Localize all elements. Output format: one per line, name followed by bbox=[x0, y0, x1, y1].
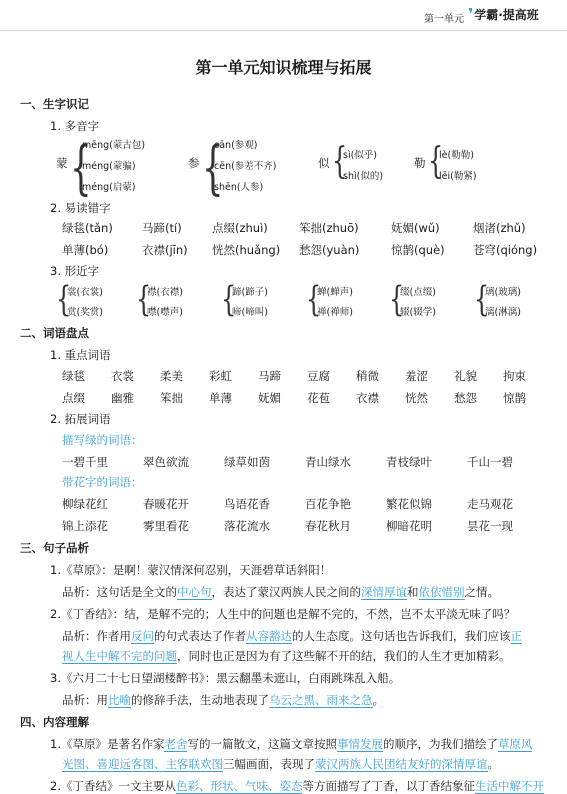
brace: { bbox=[474, 279, 490, 320]
similar-char: 啼(啼叫) bbox=[232, 307, 268, 318]
text: 的句式表达了作者 bbox=[154, 629, 246, 643]
content-1-line-2 bbox=[62, 756, 499, 772]
text: ，同时也正是因为有了这些解不开的结，我们的人生才更加精彩。 bbox=[177, 649, 511, 663]
text: 的人生态度。这句话也告诉我们，我们应该 bbox=[292, 629, 511, 643]
sentence-2: 2.《丁香结》：结，是解不完的；人生中的问题也是解不完的，不然，岂不太平淡无味了吗？ bbox=[50, 607, 516, 621]
polyphone-item: mēng(蒙古包) bbox=[82, 140, 146, 151]
analysis-2-line-2 bbox=[62, 648, 511, 664]
word: 羞涩 bbox=[405, 369, 428, 383]
content-2-line-1 bbox=[50, 778, 544, 794]
similar-char: 噤(噤声) bbox=[147, 307, 183, 318]
brace: { bbox=[332, 140, 348, 182]
brace: { bbox=[202, 134, 224, 203]
brace: { bbox=[136, 279, 152, 320]
similar-char: 禅(禅师) bbox=[317, 307, 353, 318]
key-words-row-2 bbox=[62, 390, 552, 406]
sub-heading-key-words: 1. 重点词语 bbox=[50, 348, 111, 362]
flower-words-row-1 bbox=[62, 496, 548, 512]
word: 拘束 bbox=[503, 369, 526, 383]
polyphone-char-si: 似 bbox=[318, 156, 330, 170]
text: 等方面描写了丁香，以丁香结象征 bbox=[302, 779, 475, 793]
page-title: 第一单元知识梳理与拓展 bbox=[195, 58, 372, 77]
answer-text: 视人生中解不完的问题 bbox=[62, 649, 177, 663]
misread-row-1 bbox=[62, 220, 526, 236]
answer-text: 事情发展 bbox=[336, 737, 383, 751]
analysis-3 bbox=[62, 692, 384, 708]
brand-logo bbox=[468, 5, 539, 23]
sub-heading-extended: 2. 拓展词语 bbox=[50, 412, 111, 426]
text: 的顺序，为我们描绘了 bbox=[382, 737, 498, 751]
word: 春花秋月 bbox=[305, 519, 351, 533]
word: 走马观花 bbox=[467, 497, 513, 511]
word: 百花争艳 bbox=[305, 497, 351, 511]
brace: { bbox=[56, 279, 72, 320]
section-2-heading: 二、词语盘点 bbox=[20, 326, 89, 340]
sub-heading-polyphone: 1. 多音字 bbox=[50, 119, 100, 133]
key-words-row-1 bbox=[62, 368, 552, 384]
polyphone-item: méng(启蒙) bbox=[82, 182, 136, 193]
header-divider bbox=[0, 30, 567, 31]
polyphone-char-meng: 蒙 bbox=[56, 156, 68, 170]
brace: { bbox=[70, 134, 92, 203]
word: 绿毯 bbox=[62, 369, 85, 383]
misread-word: 愁怨(yuàn) bbox=[299, 243, 360, 257]
word: 妩媚 bbox=[258, 391, 281, 405]
misread-word: 烟渚(zhǔ) bbox=[473, 221, 526, 235]
label-flower-words: 带花字的词语： bbox=[62, 475, 143, 489]
word: 柳暗花明 bbox=[386, 519, 432, 533]
word: 衣裳 bbox=[111, 369, 134, 383]
flower-words-row-2 bbox=[62, 518, 548, 534]
text: 品析：这句话是全文的 bbox=[62, 585, 177, 599]
similar-char: 蹄(蹄子) bbox=[232, 287, 268, 298]
similar-char: 襟(衣襟) bbox=[147, 287, 183, 298]
sub-heading-similar: 3. 形近字 bbox=[50, 264, 100, 278]
polyphone-item: méng(蒙骗) bbox=[82, 161, 136, 172]
word: 彩虹 bbox=[209, 369, 232, 383]
word: 点缀 bbox=[62, 391, 85, 405]
brand-name: 学霸·提高班 bbox=[474, 8, 539, 22]
word: 幽雅 bbox=[111, 391, 134, 405]
similar-char: 辍(辍学) bbox=[400, 307, 436, 318]
word: 青山绿水 bbox=[305, 455, 351, 469]
misread-word: 绿毯(tǎn) bbox=[62, 221, 113, 235]
word: 锦上添花 bbox=[62, 519, 108, 533]
analysis-2-line-1 bbox=[62, 628, 522, 644]
word: 马蹄 bbox=[258, 369, 281, 383]
sub-heading-misread: 2. 易读错字 bbox=[50, 201, 111, 215]
text: 的修辞手法，生动地表现了 bbox=[131, 693, 269, 707]
polyphone-item: lè(勒勒) bbox=[439, 150, 474, 161]
answer-text: 比喻 bbox=[108, 693, 131, 707]
polyphone-item: sì(似乎) bbox=[343, 150, 378, 161]
word: 稍微 bbox=[356, 369, 379, 383]
answer-text: 生活中解不开 bbox=[474, 779, 544, 793]
word: 雾里看花 bbox=[143, 519, 189, 533]
word: 柳绿花红 bbox=[62, 497, 108, 511]
misread-word: 点缀(zhuì) bbox=[212, 221, 268, 235]
word: 愁怨 bbox=[454, 391, 477, 405]
answer-text: 色彩、形状、气味、姿态 bbox=[175, 779, 303, 793]
text: 。 bbox=[487, 757, 499, 771]
text: 2.《丁香结》一文主要从 bbox=[50, 779, 176, 793]
word: 单薄 bbox=[209, 391, 232, 405]
brace: { bbox=[306, 279, 322, 320]
similar-char: 裳(衣裳) bbox=[67, 287, 103, 298]
section-3-heading: 三、句子品析 bbox=[20, 541, 89, 555]
answer-text: 反问 bbox=[131, 629, 154, 643]
sentence-1: 1.《草原》：是啊！蒙汉情深何忍别，天涯碧草话斜阳！ bbox=[50, 563, 332, 577]
answer-text: 依依惜别 bbox=[418, 585, 465, 599]
word: 繁花似锦 bbox=[386, 497, 432, 511]
answer-text: 中心句 bbox=[177, 585, 212, 599]
polyphone-item: lēi(勒紧) bbox=[439, 171, 477, 182]
polyphone-item: cēn(参差不齐) bbox=[214, 161, 277, 172]
word: 礼貌 bbox=[454, 369, 477, 383]
answer-text: 乌云之黑、雨来之急 bbox=[269, 693, 373, 707]
section-4-heading: 四、内容理解 bbox=[20, 715, 89, 729]
misread-word: 苍穹(qióng) bbox=[473, 243, 538, 257]
polyphone-char-le: 勒 bbox=[414, 156, 426, 170]
word: 花苞 bbox=[307, 391, 330, 405]
text: 品析：作者用 bbox=[62, 629, 131, 643]
similar-char: 缀(点缀) bbox=[400, 287, 436, 298]
sentence-3: 3.《六月二十七日望湖楼醉书》：黑云翻墨未遮山，白雨跳珠乱入船。 bbox=[50, 671, 401, 685]
answer-text: 老舍 bbox=[164, 737, 188, 751]
similar-char: 赏(奖赏) bbox=[67, 307, 103, 318]
word: 惊鹊 bbox=[503, 391, 526, 405]
misread-word: 惊鹊(què) bbox=[391, 243, 445, 257]
misread-word: 笨拙(zhuō) bbox=[299, 221, 359, 235]
polyphone-item: shēn(人参) bbox=[214, 182, 264, 193]
text: ，表达了蒙汉两族人民之间的 bbox=[211, 585, 361, 599]
analysis-1 bbox=[62, 584, 499, 600]
brand-icon: ❜ bbox=[468, 5, 474, 23]
green-words-row bbox=[62, 454, 548, 470]
word: 昙花一现 bbox=[467, 519, 513, 533]
polyphone-item: cān(参观) bbox=[214, 140, 258, 151]
text: 1.《草原》是著名作家 bbox=[50, 737, 165, 751]
polyphone-char-can: 参 bbox=[188, 156, 200, 170]
answer-text: 草原风 bbox=[497, 737, 533, 751]
word: 柔美 bbox=[160, 369, 183, 383]
word: 衣襟 bbox=[356, 391, 379, 405]
word: 恍然 bbox=[405, 391, 428, 405]
brace: { bbox=[389, 279, 405, 320]
similar-char: 漓(淋漓) bbox=[485, 307, 521, 318]
label-green-words: 描写绿的词语： bbox=[62, 433, 143, 447]
text: 和 bbox=[407, 585, 419, 599]
text: 之情。 bbox=[464, 585, 499, 599]
brace: { bbox=[428, 140, 444, 182]
word: 落花流水 bbox=[224, 519, 270, 533]
answer-text: 从容豁达 bbox=[246, 629, 292, 643]
word: 笨拙 bbox=[160, 391, 183, 405]
word: 豆腐 bbox=[307, 369, 330, 383]
unit-label: 第一单元 bbox=[424, 14, 464, 25]
brace: { bbox=[221, 279, 237, 320]
answer-text: 深情厚谊 bbox=[361, 585, 407, 599]
similar-char: 璃(玻璃) bbox=[485, 287, 521, 298]
similar-char: 蝉(蝉声) bbox=[317, 287, 353, 298]
word: 青枝绿叶 bbox=[386, 455, 432, 469]
misread-word: 妩媚(wǔ) bbox=[391, 221, 440, 235]
content-1-line-1 bbox=[50, 736, 532, 752]
text: 三幅画面，表现了 bbox=[223, 757, 315, 771]
misread-row-2 bbox=[62, 242, 537, 258]
word: 千山一碧 bbox=[467, 455, 513, 469]
answer-text: 光图、喜迎远客图、主客联欢图 bbox=[62, 757, 223, 771]
section-1-heading: 一、生字识记 bbox=[20, 97, 89, 111]
word: 鸟语花香 bbox=[224, 497, 270, 511]
answer-text: 正 bbox=[510, 629, 522, 643]
misread-word: 马蹄(tí) bbox=[142, 221, 182, 235]
text: 。 bbox=[372, 693, 384, 707]
text: 品析：用 bbox=[62, 693, 108, 707]
polyphone-item: shì(似的) bbox=[343, 171, 384, 182]
word: 翠色欲流 bbox=[143, 455, 189, 469]
word: 一碧千里 bbox=[62, 455, 108, 469]
word: 绿草如茵 bbox=[224, 455, 270, 469]
text: 写的一篇散文，这篇文章按照 bbox=[187, 737, 337, 751]
misread-word: 恍然(huǎng) bbox=[212, 243, 281, 257]
answer-text: 蒙汉两族人民团结友好的深情厚谊 bbox=[315, 757, 488, 771]
misread-word: 衣襟(jīn) bbox=[142, 243, 188, 257]
misread-word: 单薄(bó) bbox=[62, 243, 109, 257]
word: 春暖花开 bbox=[143, 497, 189, 511]
